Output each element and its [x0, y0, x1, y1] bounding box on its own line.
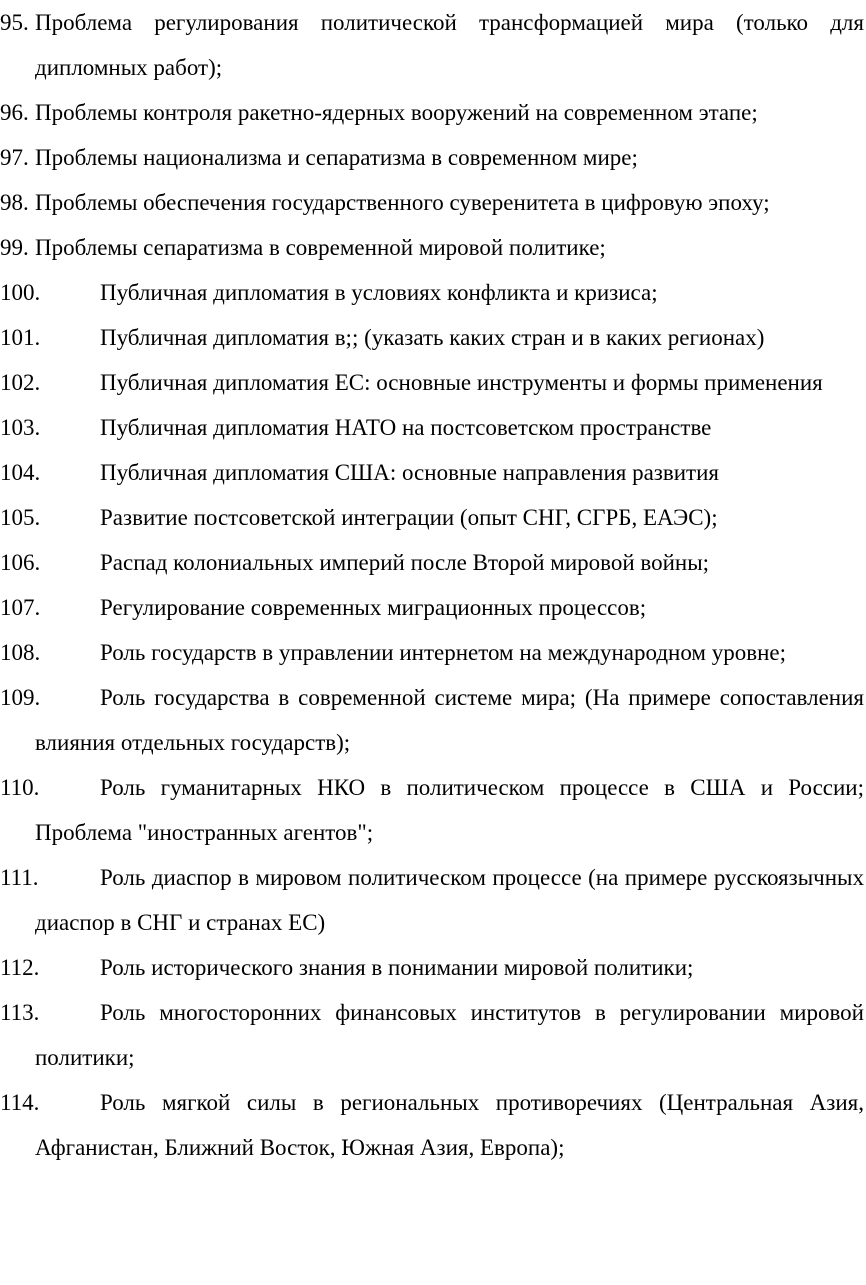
item-number: 102. [0, 370, 41, 395]
list-item [0, 765, 864, 855]
list-item [0, 315, 864, 360]
item-text: Проблемы контроля ракетно-ядерных вооружений на современном этапе; [35, 100, 758, 125]
list-item [0, 540, 864, 585]
item-number: 112. [0, 955, 40, 980]
item-text: Роль многосторонних финансовых институтов в регулировании мировой политики; [35, 1000, 864, 1070]
list-item [0, 135, 864, 180]
item-text: Проблема регулирования политической трансформацией мира (только для дипломных работ); [35, 10, 864, 80]
list-item [0, 990, 864, 1080]
item-text: Роль мягкой силы в региональных противоречиях (Центральная Азия, Афганистан, Ближний Восток, Южная Азия, Европа); [35, 1090, 864, 1160]
item-number: 107. [0, 595, 41, 620]
item-text: Публичная дипломатия в условиях конфликта и кризиса; [100, 280, 658, 305]
item-text: Проблемы сепаратизма в современной мировой политике; [35, 235, 606, 260]
list-item [0, 450, 864, 495]
item-number: 106. [0, 550, 41, 575]
item-number: 96. [0, 100, 29, 125]
item-text: Роль диаспор в мировом политическом процессе (на примере русскоязычных диаспор в СНГ и странах ЕС) [35, 865, 864, 935]
list-item [0, 1080, 864, 1170]
item-text: Публичная дипломатия ЕС: основные инструменты и формы применения [100, 370, 823, 395]
list-item [0, 270, 864, 315]
list-item [0, 585, 864, 630]
item-text: Развитие постсоветской интеграции (опыт СНГ, СГРБ, ЕАЭС); [100, 505, 718, 530]
list-item [0, 945, 864, 990]
list-item [0, 405, 864, 450]
item-number: 99. [0, 235, 29, 260]
item-number: 100. [0, 280, 41, 305]
list-item [0, 180, 864, 225]
item-number: 95. [0, 10, 29, 35]
item-number: 108. [0, 640, 41, 665]
list-item [0, 360, 864, 405]
item-text: Публичная дипломатия США: основные направления развития [100, 460, 719, 485]
item-text: Роль государства в современной системе мира; (На примере сопоставления влияния отдельных государств); [35, 685, 864, 755]
list-item [0, 495, 864, 540]
list-item [0, 675, 864, 765]
list-item [0, 0, 864, 90]
item-number: 103. [0, 415, 41, 440]
item-text: Проблемы национализма и сепаратизма в современном мире; [35, 145, 638, 170]
list-item [0, 90, 864, 135]
list-item [0, 630, 864, 675]
item-text: Роль гуманитарных НКО в политическом процессе в США и России; Проблема "иностранных агентов"; [35, 775, 864, 845]
item-number: 97. [0, 145, 29, 170]
item-number: 98. [0, 190, 29, 215]
item-text: Публичная дипломатия НАТО на постсоветском пространстве [100, 415, 712, 440]
item-number: 113. [0, 1000, 40, 1025]
item-number: 101. [0, 325, 41, 350]
list-item [0, 855, 864, 945]
item-number: 104. [0, 460, 41, 485]
item-text: Публичная дипломатия в;; (указать каких стран и в каких регионах) [100, 325, 765, 350]
item-number: 110. [0, 775, 40, 800]
item-text: Роль государств в управлении интернетом на международном уровне; [100, 640, 786, 665]
item-number: 109. [0, 685, 41, 710]
item-text: Роль исторического знания в понимании мировой политики; [100, 955, 694, 980]
item-text: Проблемы обеспечения государственного суверенитета в цифровую эпоху; [35, 190, 770, 215]
item-number: 105. [0, 505, 41, 530]
item-text: Распад колониальных империй после Второй мировой войны; [100, 550, 710, 575]
list-item [0, 225, 864, 270]
item-text: Регулирование современных миграционных процессов; [100, 595, 647, 620]
item-number: 111. [0, 865, 39, 890]
item-number: 114. [0, 1090, 40, 1115]
